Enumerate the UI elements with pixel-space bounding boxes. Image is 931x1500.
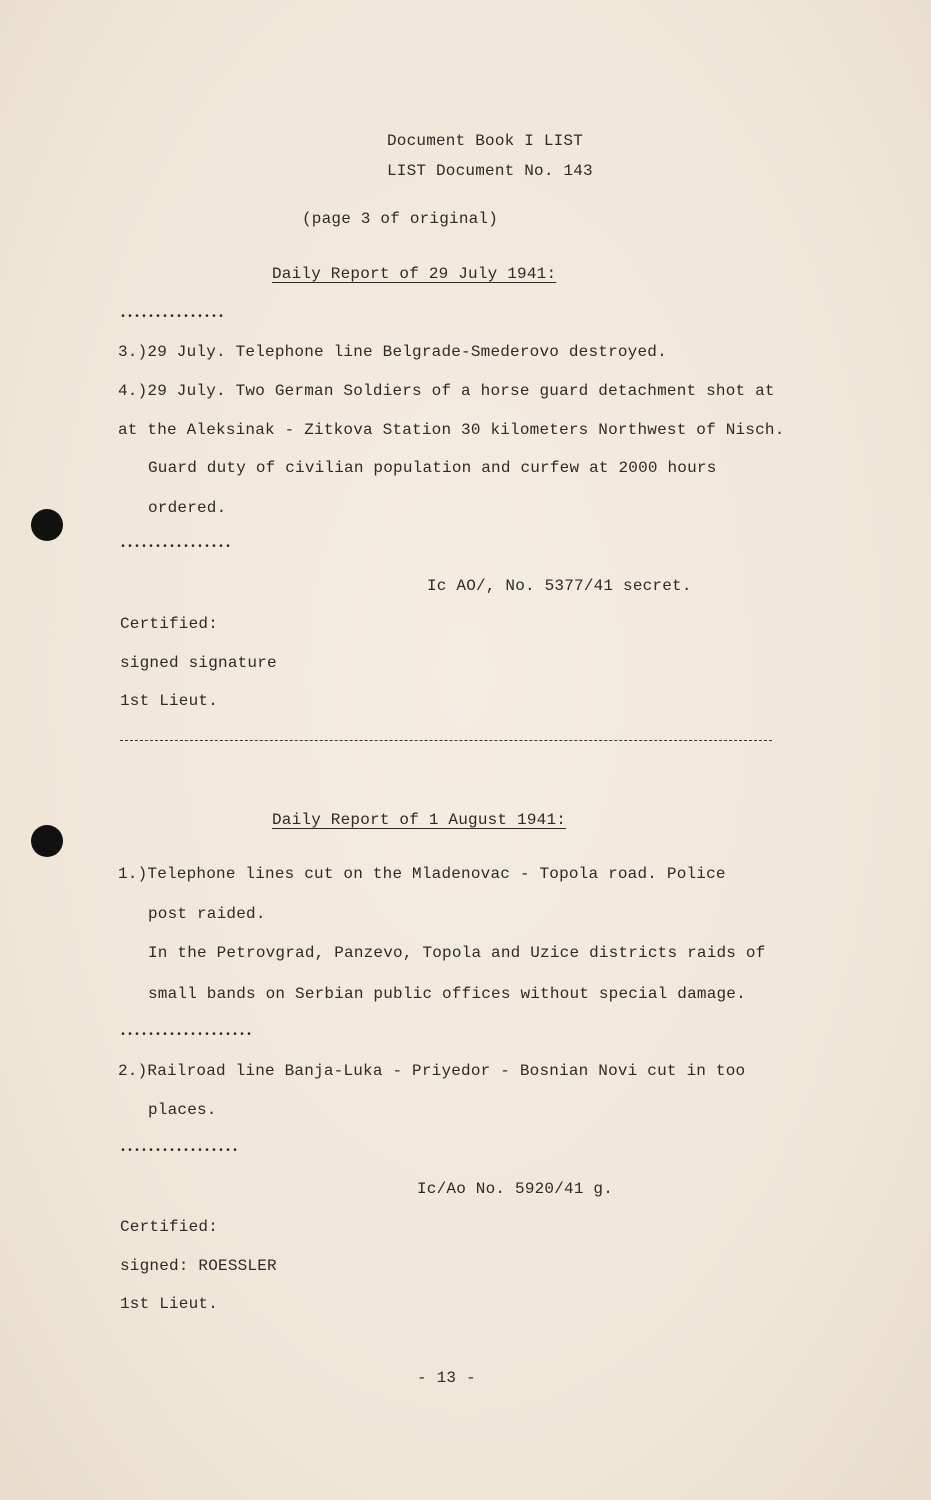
report1-dots-top: ••••••••••••••• bbox=[120, 312, 226, 323]
header-line-2: LIST Document No. 143 bbox=[387, 162, 593, 180]
report1-signed: signed signature bbox=[120, 654, 277, 672]
punch-hole-top bbox=[31, 509, 63, 541]
report2-rank: 1st Lieut. bbox=[120, 1295, 219, 1313]
report2-item1-line3: In the Petrovgrad, Panzevo, Topola and Uzice districts raids of bbox=[148, 944, 766, 962]
header-line-1: Document Book I LIST bbox=[387, 132, 584, 150]
report1-item4-line1: 4.)29 July. Two German Soldiers of a horse guard detachment shot at bbox=[118, 382, 775, 400]
report1-item4-line3: Guard duty of civilian population and curfew at 2000 hours bbox=[148, 459, 717, 477]
report1-reference: Ic AO/, No. 5377/41 secret. bbox=[427, 577, 692, 595]
report1-item4-line2: at the Aleksinak - Zitkova Station 30 kilometers Northwest of Nisch. bbox=[118, 421, 785, 439]
report2-item1-line4: small bands on Serbian public offices without special damage. bbox=[148, 985, 746, 1003]
report1-item4-line4: ordered. bbox=[148, 499, 227, 517]
section-divider bbox=[120, 740, 772, 741]
report1-dots-bottom: •••••••••••••••• bbox=[120, 542, 233, 553]
report1-title: Daily Report of 29 July 1941: bbox=[272, 265, 557, 283]
report2-certified: Certified: bbox=[120, 1218, 219, 1236]
report2-reference: Ic/Ao No. 5920/41 g. bbox=[417, 1180, 614, 1198]
page-note: (page 3 of original) bbox=[302, 210, 499, 228]
report2-item1-line1: 1.)Telephone lines cut on the Mladenovac - Topola road. Police bbox=[118, 865, 726, 883]
report1-item3: 3.)29 July. Telephone line Belgrade-Smederovo destroyed. bbox=[118, 343, 667, 361]
report2-item2-line1: 2.)Railroad line Banja-Luka - Priyedor - Bosnian Novi cut in too bbox=[118, 1062, 746, 1080]
punch-hole-bottom bbox=[31, 825, 63, 857]
report1-rank: 1st Lieut. bbox=[120, 692, 219, 710]
report2-item2-line2: places. bbox=[148, 1101, 217, 1119]
page-number: - 13 - bbox=[417, 1369, 476, 1387]
report2-title: Daily Report of 1 August 1941: bbox=[272, 811, 567, 829]
report2-dots-bottom: ••••••••••••••••• bbox=[120, 1146, 240, 1157]
report2-item1-line2: post raided. bbox=[148, 905, 266, 923]
report2-dots-mid: ••••••••••••••••••• bbox=[120, 1030, 254, 1041]
report1-certified: Certified: bbox=[120, 615, 219, 633]
report2-signed: signed: ROESSLER bbox=[120, 1257, 277, 1275]
